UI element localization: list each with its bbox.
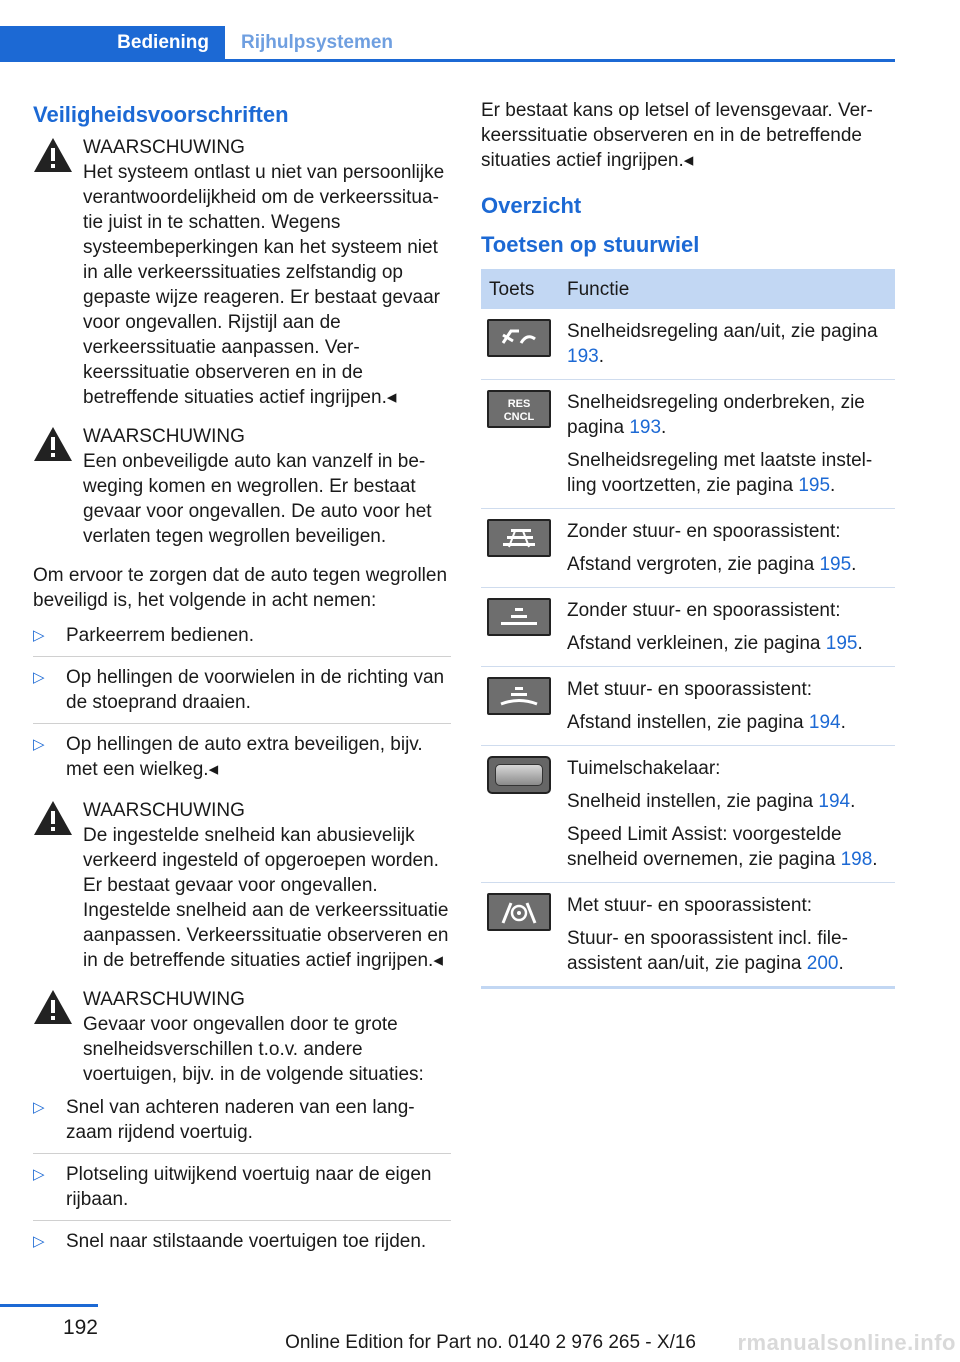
warning-block-3 xyxy=(33,798,451,973)
edition-text: Online Edition for Part no. 0140 2 976 265 - X/16 xyxy=(285,1332,696,1353)
bullet-triangle-icon: ▷ xyxy=(33,1099,45,1116)
warning-title: WAARSCHUWING xyxy=(83,989,245,1010)
page-link[interactable]: 200 xyxy=(806,953,839,974)
table-row xyxy=(481,746,895,883)
function-text: Speed Limit Assist: voorgestelde snelheid overnemen, zie pagina 198. xyxy=(567,824,878,870)
list-item: ▷ Op hellingen de voorwielen in de richting van de stoeprand draaien. xyxy=(33,665,451,724)
warning-triangle-icon xyxy=(33,426,73,462)
warning-triangle-icon xyxy=(33,989,73,1025)
warning-text: De ingestelde snelheid kan abusievelijk verkeerd ingesteld of opgeroepen worden. Er bestaat gevaar voor ongevallen. Ingestelde snelheid aan de verkeerssituatie aanpassen. Verkeerssituatie observeren en in de betreffende situaties actief ingrijpen.◂ xyxy=(83,825,449,971)
table-row xyxy=(481,309,895,380)
rocker-switch-icon xyxy=(487,756,551,794)
page-link[interactable]: 195 xyxy=(825,633,858,654)
page-link[interactable]: 194 xyxy=(818,791,851,812)
page-link[interactable]: 195 xyxy=(798,475,831,496)
warning-block-2 xyxy=(33,424,451,549)
warning-triangle-icon xyxy=(33,137,73,173)
warning-block-1 xyxy=(33,135,451,410)
table-row xyxy=(481,588,895,667)
left-column xyxy=(33,98,451,1270)
warning-text: Het systeem ontlast u niet van persoonlijke verantwoordelijkheid om de verkeerssituatie juist in te schatten. Wegens systeembeperkingen kan het systeem niet in alle verkeerssituaties zelfstandig op gepaste wijze reageren. Er bestaat gevaar voor ongevallen. Rijstijl aan de verkeerssituatie aanpassen. Verkeerssituatie observeren en in de betreffende situaties actief ingrijpen.◂ xyxy=(83,162,445,408)
steering-lane-assist-key-icon xyxy=(487,893,551,931)
tab-bediening[interactable]: Bediening xyxy=(0,26,225,62)
function-text: Zonder stuur- en spoorassistent: xyxy=(567,600,841,621)
table-header-row xyxy=(481,269,895,309)
distance-increase-key-icon xyxy=(487,519,551,557)
cruise-on-off-key-icon xyxy=(487,319,551,357)
page-link[interactable]: 195 xyxy=(819,554,852,575)
table-row xyxy=(481,883,895,988)
function-text: Met stuur- en spoorassistent: xyxy=(567,679,812,700)
page-link[interactable]: 193 xyxy=(567,346,599,367)
page-link[interactable]: 194 xyxy=(808,712,841,733)
function-text: Stuur- en spoorassistent incl. fileassistent aan/uit, zie pagina 200. xyxy=(567,928,848,974)
warning-title: WAARSCHUWING xyxy=(83,137,245,158)
bullet-triangle-icon: ▷ xyxy=(33,669,45,686)
tab-rijhulpsystemen[interactable]: Rijhulpsystemen xyxy=(241,32,394,53)
page-link[interactable]: 198 xyxy=(840,849,873,870)
page-link[interactable]: 193 xyxy=(629,417,662,438)
warning-title: WAARSCHUWING xyxy=(83,426,245,447)
column-header-function: Functie xyxy=(559,269,895,309)
footer-divider xyxy=(0,1304,98,1307)
bullet-triangle-icon: ▷ xyxy=(33,1166,45,1183)
list-item: ▷ Snel van achteren naderen van een langzaam rijdend voertuig. xyxy=(33,1095,451,1154)
right-column xyxy=(481,98,895,989)
keys-table xyxy=(481,269,895,989)
page-number: 192 xyxy=(62,1316,98,1339)
function-text: Zonder stuur- en spoorassistent: xyxy=(567,521,841,542)
bullet-triangle-icon: ▷ xyxy=(33,736,45,753)
warning-triangle-icon xyxy=(33,800,73,836)
function-text: Met stuur- en spoorassistent: xyxy=(567,895,812,916)
table-row xyxy=(481,509,895,588)
list-item: ▷ Snel naar stilstaande voertuigen toe rijden. xyxy=(33,1231,427,1252)
watermark: rmanualsonline.info xyxy=(737,1330,956,1355)
function-text: Snelheidsregeling aan/uit, zie pagina 193. xyxy=(567,321,878,367)
warning-title: WAARSCHUWING xyxy=(83,800,245,821)
warning-block-4 xyxy=(33,987,451,1087)
list-item: ▷ Op hellingen de auto extra beveiligen, bijv. met een wielkeg.◂ xyxy=(33,734,423,780)
function-text: Afstand verkleinen, zie pagina 195. xyxy=(567,633,863,654)
paragraph-rolling: Om ervoor te zorgen dat de auto tegen wegrollen beveiligd is, het volgende in acht nemen: xyxy=(33,565,448,611)
bullet-list-speed-differences xyxy=(33,1095,451,1262)
bullet-triangle-icon: ▷ xyxy=(33,627,45,644)
function-text: Snelheidsregeling met laatste instelling voortzetten, zie pagina 195. xyxy=(567,450,873,496)
subheading-steering-wheel-keys: Toetsen op stuurwiel xyxy=(481,232,700,257)
section-heading-safety: Veiligheidsvoorschriften xyxy=(33,102,289,127)
header-tabs xyxy=(0,0,895,62)
function-text: Snelheid instellen, zie pagina 194. xyxy=(567,791,856,812)
res-cncl-key-icon xyxy=(487,390,551,428)
distance-set-key-icon xyxy=(487,677,551,715)
function-text: Tuimelschakelaar: xyxy=(567,758,721,779)
table-row xyxy=(481,667,895,746)
paragraph-continued: Er bestaat kans op letsel of levensgevaar. Verkeerssituatie observeren en in de betreffende situaties actief ingrijpen.◂ xyxy=(481,100,873,171)
header-divider xyxy=(0,59,895,62)
distance-decrease-key-icon xyxy=(487,598,551,636)
function-text: Snelheidsregeling onderbreken, zie pagina 193. xyxy=(567,392,865,438)
bullet-triangle-icon: ▷ xyxy=(33,1233,45,1250)
section-heading-overview: Overzicht xyxy=(481,193,582,218)
function-text: Afstand instellen, zie pagina 194. xyxy=(567,712,846,733)
column-header-key: Toets xyxy=(481,269,559,309)
function-text: Afstand vergroten, zie pagina 195. xyxy=(567,554,857,575)
svg-text:RES: RES xyxy=(507,398,531,410)
bullet-list-rolling xyxy=(33,623,451,790)
warning-text: Een onbeveiligde auto kan vanzelf in beweging komen en wegrollen. Er bestaat gevaar voor ongevallen. De auto voor het verlaten tegen wegrollen beveiligen. xyxy=(83,451,432,547)
list-item: ▷ Plotseling uitwijkend voertuig naar de eigen rijbaan. xyxy=(33,1162,451,1221)
svg-text:CNCL: CNCL xyxy=(503,411,535,423)
warning-text: Gevaar voor ongevallen door te grote snelheidsverschillen t.o.v. andere voertuigen, bijv. in de volgende situaties: xyxy=(83,1014,424,1085)
table-row xyxy=(481,380,895,509)
list-item: ▷ Parkeerrem bedienen. xyxy=(33,623,451,657)
